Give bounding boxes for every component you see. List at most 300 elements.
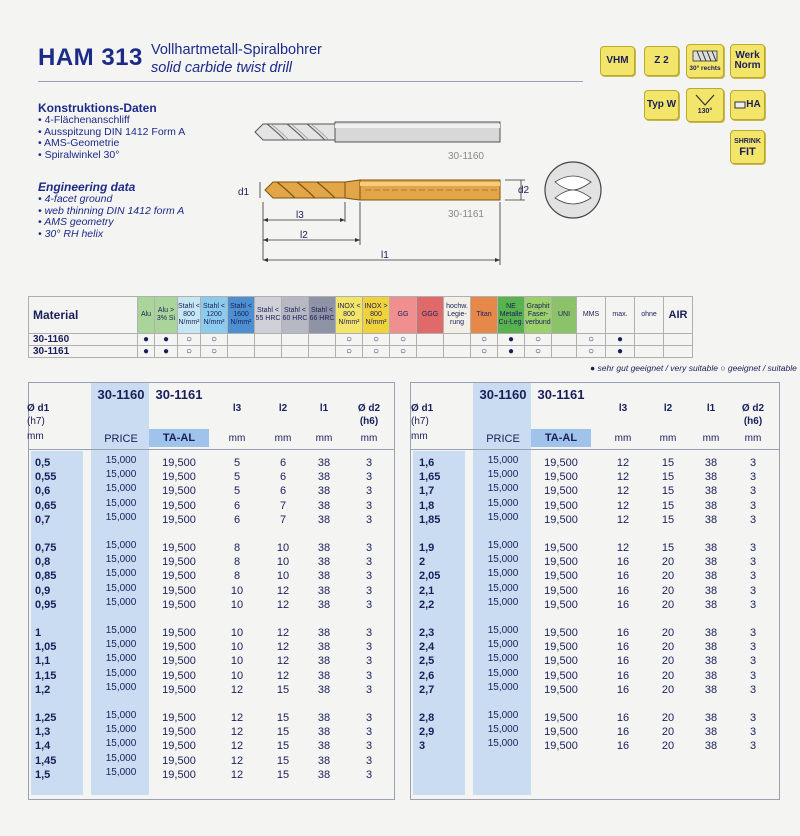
price-1160: 15,000 — [487, 582, 519, 594]
d1-value: 0,65 — [35, 499, 57, 512]
cross-section — [545, 162, 601, 218]
price-1160: 15,000 — [487, 639, 519, 651]
dimension-value: 7 — [279, 499, 287, 512]
dimension-value: 38 — [704, 712, 718, 724]
material-column-label: Stahl < 1200 N/mm² — [203, 303, 225, 326]
dimension-value: 3 — [365, 485, 373, 498]
angle-label: 130° — [697, 108, 713, 115]
price-1160: 15,000 — [487, 483, 519, 495]
price-1160: 15,000 — [487, 710, 519, 721]
price-1160: 15,000 — [487, 554, 519, 566]
dimension-value: 3 — [749, 570, 757, 583]
norm-label: Norm — [734, 60, 761, 71]
d1-value: 1,7 — [419, 485, 435, 498]
engineering-heading-en: Engineering data — [38, 180, 136, 194]
dimension-value: 38 — [704, 655, 718, 668]
price-1160: 15,000 — [487, 469, 519, 481]
price-1160: 15,000 — [487, 511, 519, 523]
dimension-value: 15 — [661, 485, 675, 498]
price-1161: 19,500 — [544, 556, 578, 569]
dimension-value: 10 — [230, 627, 244, 639]
price-1160: 15,000 — [105, 639, 137, 651]
dimension-value: 12 — [616, 513, 630, 526]
dimension-value: 16 — [616, 712, 630, 724]
suitability-cell: ● — [155, 346, 178, 358]
construction-item: • Spiralwinkel 30° — [38, 148, 120, 161]
dimension-value: 15 — [661, 499, 675, 512]
price-1160: 15,000 — [105, 554, 137, 566]
price-1160: 15,000 — [487, 455, 519, 466]
d1-value: 0,95 — [35, 598, 57, 611]
header-d2-unit: mm — [744, 433, 762, 444]
material-column-label: INOX < 800 N/mm² — [337, 303, 361, 326]
construction-item-text: AMS-Geometrie — [44, 137, 120, 150]
suitability-cell: ● — [498, 346, 525, 358]
header-d1: Ø d1 — [27, 403, 50, 414]
dimension-value: 10 — [230, 669, 244, 682]
d1-value: 2,8 — [419, 712, 435, 724]
dimension-value: 15 — [276, 768, 290, 781]
price-1161: 19,500 — [544, 655, 578, 668]
dimension-value: 15 — [276, 712, 290, 724]
drill-drawing — [225, 110, 615, 270]
material-column-14 — [498, 297, 525, 334]
size-table-left — [28, 382, 395, 800]
dimension-value: 8 — [233, 542, 241, 554]
dimension-value: 3 — [749, 655, 757, 668]
dimension-value: 12 — [276, 627, 290, 639]
material-column-15 — [525, 297, 552, 334]
material-column-label: Graphit Faser- verbund — [525, 303, 551, 326]
engineering-item-text: AMS geometry — [44, 216, 114, 229]
engineering-item: • AMS geometry — [38, 216, 114, 229]
suitability-cell — [635, 346, 664, 358]
suitability-cell: ○ — [336, 334, 363, 346]
dimension-value: 20 — [661, 683, 675, 696]
dimension-value: 38 — [317, 570, 331, 583]
dimension-value: 3 — [365, 627, 373, 639]
dimension-value: 3 — [365, 513, 373, 526]
construction-item: • 4-Flächenanschliff — [38, 114, 130, 126]
price-1161: 19,500 — [162, 712, 196, 724]
engineering-item-text: web thinning DIN 1412 form A — [44, 204, 185, 217]
dimension-value: 16 — [616, 669, 630, 682]
dimension-value: 8 — [233, 556, 241, 569]
suitability-cell: ○ — [201, 346, 228, 358]
price-1160: 15,000 — [487, 724, 519, 736]
dimension-value: 6 — [279, 471, 287, 484]
suitability-cell: ● — [606, 346, 635, 358]
construction-list-de — [38, 115, 185, 161]
title-divider — [38, 81, 583, 82]
dimension-value: 3 — [365, 570, 373, 583]
dimension-value: 12 — [616, 542, 630, 554]
d1-value: 0,7 — [35, 513, 51, 526]
header-divider — [29, 449, 394, 450]
ha-shank-icon — [734, 99, 746, 111]
suitability-cell: ○ — [178, 334, 201, 346]
material-column-label: ohne — [641, 311, 657, 318]
price-1160: 15,000 — [487, 540, 519, 551]
size-table-right — [410, 382, 780, 800]
d1-value: 1,15 — [35, 669, 57, 682]
d1-value: 2,5 — [419, 655, 435, 668]
material-column-label: hochw. Legie- rung — [446, 303, 468, 326]
d1-label: d1 — [238, 187, 250, 198]
dimension-value: 3 — [365, 655, 373, 668]
price-1161: 19,500 — [162, 584, 196, 597]
l2-label: l2 — [300, 230, 308, 241]
price-1161: 19,500 — [162, 754, 196, 767]
price-1161: 19,500 — [162, 471, 196, 484]
construction-item: • Ausspitzung DIN 1412 Form A — [38, 125, 186, 138]
dimension-value: 12 — [230, 726, 244, 739]
dimension-value: 15 — [661, 542, 675, 554]
dimension-value: 15 — [276, 740, 290, 753]
dimension-value: 20 — [661, 669, 675, 682]
dimension-value: 38 — [317, 457, 331, 469]
price-1161: 19,500 — [544, 485, 578, 498]
suitability-cell: ○ — [390, 334, 417, 346]
dimension-value: 3 — [365, 542, 373, 554]
dimension-value: 3 — [749, 598, 757, 611]
price-1161: 19,500 — [544, 712, 578, 724]
material-column-11 — [417, 297, 444, 334]
dimension-value: 38 — [317, 584, 331, 597]
d1-value: 1,85 — [419, 513, 441, 526]
dimension-value: 12 — [616, 457, 630, 469]
d1-value: 1,2 — [35, 683, 51, 696]
dimension-value: 15 — [276, 754, 290, 767]
header-l1: l1 — [706, 403, 716, 414]
dimension-value: 3 — [749, 556, 757, 569]
d1-value: 1,45 — [35, 754, 57, 767]
dimension-value: 3 — [749, 712, 757, 724]
suitability-cell — [552, 346, 577, 358]
dimension-value: 20 — [661, 598, 675, 611]
dimension-value: 38 — [704, 683, 718, 696]
dimension-value: 3 — [365, 754, 373, 767]
header-l3-unit: mm — [228, 433, 246, 444]
dimension-value: 3 — [365, 683, 373, 696]
header-d2: Ø d2 — [357, 403, 381, 414]
dimension-value: 38 — [704, 570, 718, 583]
price-1161: 19,500 — [544, 726, 578, 739]
dimension-value: 38 — [704, 726, 718, 739]
dimension-value: 16 — [616, 726, 630, 739]
price-1161: 19,500 — [162, 768, 196, 781]
engineering-list-en — [38, 194, 184, 240]
price-1161: 19,500 — [162, 598, 196, 611]
price-1160: 15,000 — [487, 596, 519, 608]
price-1161: 19,500 — [544, 457, 578, 469]
dimension-value: 16 — [616, 655, 630, 668]
dimension-value: 10 — [230, 598, 244, 611]
product-title-de: Vollhartmetall-Spiralbohrer — [151, 42, 322, 58]
ha-label: HA — [746, 99, 761, 110]
suitability-cell — [255, 346, 282, 358]
header-d2-unit: mm — [360, 433, 378, 444]
dimension-value: 38 — [704, 584, 718, 597]
engineering-item: • 30° RH helix — [38, 227, 104, 240]
material-column-label: Titan — [476, 311, 492, 318]
drill-code-1161: 30-1161 — [448, 209, 484, 220]
dimension-value: 5 — [233, 471, 241, 484]
dimension-value: 12 — [276, 641, 290, 654]
dimension-value: 10 — [276, 556, 290, 569]
header-l2-unit: mm — [659, 433, 677, 444]
header-code-1161: 30-1161 — [537, 387, 585, 402]
header-h7: (h7) — [27, 416, 45, 427]
price-1161: 19,500 — [544, 513, 578, 526]
material-column-17 — [577, 297, 606, 334]
dimension-value: 20 — [661, 556, 675, 569]
price-1160: 15,000 — [487, 653, 519, 665]
price-1161: 19,500 — [162, 570, 196, 583]
product-code: HAM 313 — [38, 44, 143, 71]
price-1160: 15,000 — [105, 710, 137, 721]
dimension-value: 38 — [704, 598, 718, 611]
material-column-label: max. — [612, 311, 628, 318]
dimension-value: 3 — [749, 740, 757, 753]
material-column-2 — [178, 297, 201, 334]
dimension-value: 3 — [749, 627, 757, 639]
dimension-value: 16 — [616, 598, 630, 611]
point-angle-icon — [692, 93, 718, 107]
dimension-value: 3 — [365, 584, 373, 597]
suitability-cell — [255, 334, 282, 346]
price-1161: 19,500 — [162, 542, 196, 554]
dimension-value: 38 — [317, 655, 331, 668]
dimension-value: 38 — [704, 499, 718, 512]
header-d1: Ø d1 — [411, 403, 434, 414]
helix-icon — [691, 48, 719, 64]
helix-label: 30° rechts — [689, 65, 721, 72]
dimension-value: 12 — [616, 471, 630, 484]
dimension-value: 3 — [749, 485, 757, 498]
typ-label: Typ W — [646, 99, 677, 110]
dimension-value: 20 — [661, 570, 675, 583]
price-1160: 15,000 — [487, 738, 519, 750]
price-1160: 15,000 — [105, 511, 137, 523]
dimension-value: 10 — [230, 655, 244, 668]
material-column-5 — [255, 297, 282, 334]
price-1160: 15,000 — [105, 653, 137, 665]
header-h6: (h6) — [743, 416, 763, 427]
d1-value: 1,5 — [35, 768, 51, 781]
price-1161: 19,500 — [162, 726, 196, 739]
shrinkfit-badge — [730, 130, 765, 164]
dimension-value: 38 — [317, 740, 331, 753]
fit-label: FIT — [739, 146, 756, 158]
dimension-value: 38 — [704, 627, 718, 639]
suitability-cell: ○ — [525, 346, 552, 358]
construction-item: • AMS-Geometrie — [38, 137, 120, 150]
price-1160: 15,000 — [105, 497, 137, 509]
price-1160: 15,000 — [105, 766, 137, 778]
material-table — [28, 296, 693, 358]
suitability-cell: ● — [138, 346, 155, 358]
price-1161: 19,500 — [162, 627, 196, 639]
dimension-value: 12 — [230, 712, 244, 724]
dimension-value: 38 — [317, 598, 331, 611]
material-column-label: NE Metalle Cu-Leg. — [498, 303, 524, 326]
dimension-value: 38 — [317, 712, 331, 724]
typ-w-badge — [644, 90, 679, 120]
dimension-value: 3 — [365, 641, 373, 654]
engineering-item-text: 4-facet ground — [44, 193, 113, 205]
dimension-value: 16 — [616, 641, 630, 654]
price-1160: 15,000 — [487, 667, 519, 679]
price-1160: 15,000 — [105, 483, 137, 495]
dimension-value: 3 — [365, 726, 373, 739]
material-column-12 — [444, 297, 471, 334]
dimension-value: 12 — [276, 669, 290, 682]
header-l3-unit: mm — [614, 433, 632, 444]
dimension-value: 12 — [230, 683, 244, 696]
suitability-cell: ● — [155, 334, 178, 346]
material-column-0 — [138, 297, 155, 334]
header-code-1161: 30-1161 — [155, 387, 203, 402]
dimension-value: 20 — [661, 641, 675, 654]
dimension-value: 12 — [276, 598, 290, 611]
suitability-cell: ● — [498, 334, 525, 346]
material-column-20 — [664, 297, 693, 334]
header-d1-unit: mm — [27, 431, 44, 442]
dimension-value: 6 — [279, 457, 287, 469]
dimension-value: 12 — [276, 584, 290, 597]
suitability-cell: ○ — [178, 346, 201, 358]
price-1160: 15,000 — [487, 568, 519, 580]
d1-value: 0,5 — [35, 457, 51, 469]
material-row-label: 30-1161 — [29, 346, 138, 358]
dimension-value: 38 — [317, 627, 331, 639]
dimension-value: 20 — [661, 740, 675, 753]
dimension-value: 38 — [317, 556, 331, 569]
d1-value: 1,1 — [35, 655, 51, 668]
price-1160: 15,000 — [105, 738, 137, 750]
drill-uncoated — [255, 122, 500, 142]
material-column-19 — [635, 297, 664, 334]
drill-coated — [265, 180, 500, 200]
engineering-item-text: 30° RH helix — [44, 227, 104, 240]
dimension-value: 15 — [276, 683, 290, 696]
dimension-value: 38 — [704, 556, 718, 569]
price-1160: 15,000 — [105, 568, 137, 580]
coating-header: TA-AL — [531, 429, 591, 447]
d1-value: 1,6 — [419, 457, 435, 469]
ha-badge — [730, 90, 765, 120]
dimension-value: 15 — [661, 513, 675, 526]
dimension-value: 38 — [317, 471, 331, 484]
header-l1-unit: mm — [702, 433, 720, 444]
price-1161: 19,500 — [162, 669, 196, 682]
d1-value: 0,6 — [35, 485, 51, 498]
dimension-value: 16 — [616, 740, 630, 753]
header-l2: l2 — [663, 403, 673, 414]
suitability-cell — [309, 346, 336, 358]
dimension-value: 3 — [749, 471, 757, 484]
price-1161: 19,500 — [544, 669, 578, 682]
price-1160: 15,000 — [105, 667, 137, 679]
dimension-value: 38 — [704, 641, 718, 654]
d1-value: 0,9 — [35, 584, 51, 597]
material-column-label: Stahl < 800 N/mm² — [178, 303, 200, 326]
material-column-label: GGG — [421, 311, 439, 318]
construction-item-text: 4-Flächenanschliff — [44, 114, 130, 126]
price-1160: 15,000 — [105, 540, 137, 551]
dimension-value: 3 — [365, 556, 373, 569]
price-1161: 19,500 — [544, 542, 578, 554]
product-title-en: solid carbide twist drill — [151, 60, 293, 76]
d1-value: 2,9 — [419, 726, 435, 739]
price-1161: 19,500 — [162, 655, 196, 668]
suitability-cell: ○ — [201, 334, 228, 346]
suitability-cell — [417, 346, 444, 358]
dimension-value: 38 — [317, 499, 331, 512]
material-column-label: Alu > 3% Si — [156, 307, 176, 322]
d1-value: 0,8 — [35, 556, 51, 569]
dimension-value: 38 — [704, 669, 718, 682]
dimension-value: 38 — [317, 641, 331, 654]
price-1160: 15,000 — [105, 455, 137, 466]
material-column-16 — [552, 297, 577, 334]
material-column-7 — [309, 297, 336, 334]
d1-value: 1,65 — [419, 471, 441, 484]
d1-value: 2,1 — [419, 584, 435, 597]
shrink-label: SHRINK — [734, 138, 761, 145]
dimension-value: 12 — [616, 499, 630, 512]
dimension-value: 3 — [365, 768, 373, 781]
dimension-value: 38 — [317, 485, 331, 498]
suitability-cell: ○ — [471, 346, 498, 358]
header-h7: (h7) — [411, 416, 429, 427]
dimension-value: 16 — [616, 584, 630, 597]
dimension-value: 38 — [704, 485, 718, 498]
material-label: Material — [29, 297, 138, 334]
header-l3: l3 — [618, 403, 628, 414]
price-1161: 19,500 — [162, 683, 196, 696]
dimension-value: 3 — [749, 513, 757, 526]
price-1161: 19,500 — [544, 598, 578, 611]
price-1161: 19,500 — [544, 683, 578, 696]
header-code-1160: 30-1160 — [97, 387, 145, 402]
material-column-label: Stahl < 66 HRC — [309, 307, 335, 322]
dimension-value: 20 — [661, 712, 675, 724]
material-column-18 — [606, 297, 635, 334]
dimension-value: 8 — [233, 570, 241, 583]
dimension-value: 16 — [616, 570, 630, 583]
suitability-cell — [282, 334, 309, 346]
suitability-cell: ○ — [577, 334, 606, 346]
coating-header: TA-AL — [149, 429, 209, 447]
dimension-value: 3 — [749, 584, 757, 597]
header-l1: l1 — [319, 403, 329, 414]
dimension-value: 10 — [230, 584, 244, 597]
vhm-label: VHM — [606, 55, 629, 66]
dimension-value: 12 — [276, 655, 290, 668]
suitability-cell — [228, 334, 255, 346]
dimension-value: 38 — [704, 740, 718, 753]
dimension-value: 12 — [230, 768, 244, 781]
dimension-value: 7 — [279, 513, 287, 526]
d1-value: 2,05 — [419, 570, 441, 583]
dimension-value: 3 — [749, 499, 757, 512]
suitability-cell — [444, 334, 471, 346]
dimension-value: 3 — [365, 712, 373, 724]
dimension-value: 3 — [365, 499, 373, 512]
d1-value: 0,75 — [35, 542, 57, 554]
